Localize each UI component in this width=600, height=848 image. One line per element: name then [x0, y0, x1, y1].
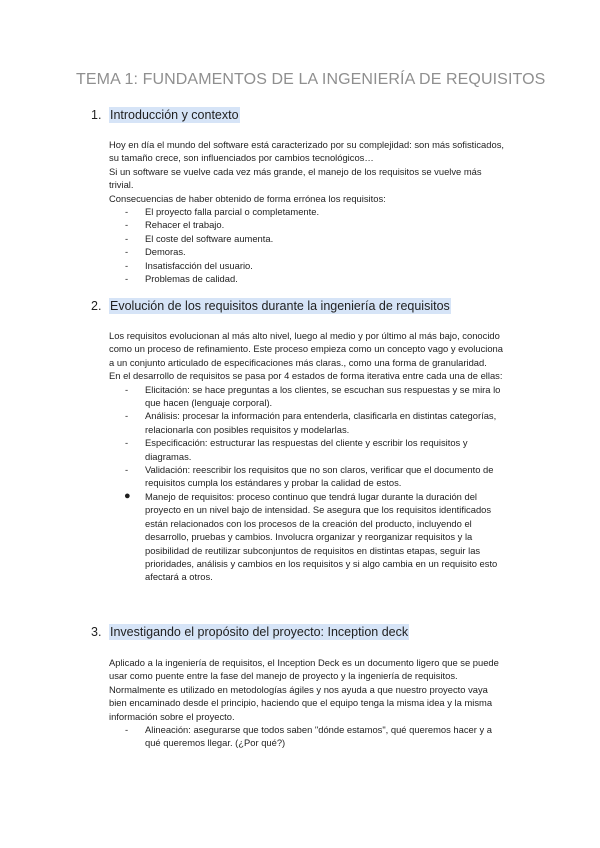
section-3-title: Investigando el propósito del proyecto: Inception deck: [110, 625, 409, 639]
inception-list: [109, 723, 505, 750]
section-3-body: [109, 656, 505, 750]
paragraph: En el desarrollo de requisitos se pasa por 4 estados de forma iterativa entre cada una de ellas:: [109, 370, 503, 382]
list-item: - Rehacer el trabajo.: [125, 219, 225, 231]
section-1-title: Introducción y contexto: [110, 108, 239, 122]
list-item: ● Manejo de requisitos: proceso continuo que tendrá lugar durante la duración del proyecto en un nivel bajo de intensidad. Se asegura que los requisitos identificados están relacionados con los procesos de la creación del producto, incluyendo el desarrollo, pruebas y cambios. Involucra organizar y reorganizar requisitos y la posibilidad de reutilizar subconjuntos de requisitos en distintas etapas, seguir las prioridades, análisis y cambios en los requisitos y si algo cambia en un requisito esto afectará a otros.: [124, 489, 498, 583]
section-3-number: 3.: [91, 625, 102, 639]
section-3-heading: [91, 625, 409, 639]
section-2-number: 2.: [91, 299, 102, 313]
paragraph: Si un software se vuelve cada vez más grande, el manejo de los requisitos se vuelve más trivial.: [109, 165, 482, 191]
section-1-heading: [91, 108, 240, 122]
list-item: - Elicitación: se hace preguntas a los clientes, se escuchan sus respuestas y se mira lo que hacen (lenguaje corporal).: [125, 383, 501, 409]
list-item: - Análisis: procesar la información para entenderla, clasificarla en distintas categorías, relacionarla con posibles requisitos y modelarlas.: [125, 410, 497, 435]
list-item: - Validación: reescribir los requisitos que no son claros, verificar que el documento de requisitos cumpla los estándares y probar la calidad de estos.: [125, 464, 494, 489]
list-item: - Especificación: estructurar las respuestas del cliente y escribir los requisitos y diagramas.: [125, 437, 468, 462]
section-2-heading: [91, 299, 451, 313]
list-item: - El proyecto falla parcial o completamente.: [125, 206, 320, 218]
consequences-list: [109, 205, 505, 285]
list-item: - Insatisfacción del usuario.: [125, 259, 253, 271]
list-item: - Demoras.: [125, 246, 186, 258]
list-item: - El coste del software aumenta.: [125, 232, 274, 244]
section-1-body: [109, 138, 505, 285]
paragraph: Consecuencias de haber obtenido de forma errónea los requisitos:: [109, 192, 386, 204]
paragraph: Los requisitos evolucionan al más alto nivel, luego al medio y por último al más bajo, conocido como un proceso de refinamiento. Este proceso empieza como un concepto vago y evoluciona a un conjunto articulado de especificaciones más claras., como una forma de granularidad.: [109, 330, 503, 368]
paragraph: Hoy en día el mundo del software está caracterizado por su complejidad: son más sofisticados, su tamaño crece, son influenciados por cambios tecnológicos…: [109, 139, 504, 164]
list-item: - Alineación: asegurarse que todos saben "dónde estamos", qué queremos hacer y a qué queremos llegar. (¿Por qué?): [125, 724, 492, 749]
paragraph: Aplicado a la ingeniería de requisitos, el Inception Deck es un documento ligero que se puede usar como puente entre la fase del manejo de proyecto y la ingeniería de requisitos. Normalmente es utilizado en metodologías ágiles y nos ayuda a que nuestro proyecto vaya bien encaminado desde el principio, haciendo que el equipo tenga la misma idea y la misma información sobre el proyecto.: [109, 657, 499, 722]
section-1-number: 1.: [91, 108, 102, 122]
list-item: - Problemas de calidad.: [125, 273, 238, 285]
section-2-body: [109, 329, 505, 584]
document-title: TEMA 1: FUNDAMENTOS DE LA INGENIERÍA DE REQUISITOS: [76, 71, 546, 88]
section-2-title: Evolución de los requisitos durante la ingeniería de requisitos: [110, 299, 450, 313]
states-list: [109, 383, 505, 584]
